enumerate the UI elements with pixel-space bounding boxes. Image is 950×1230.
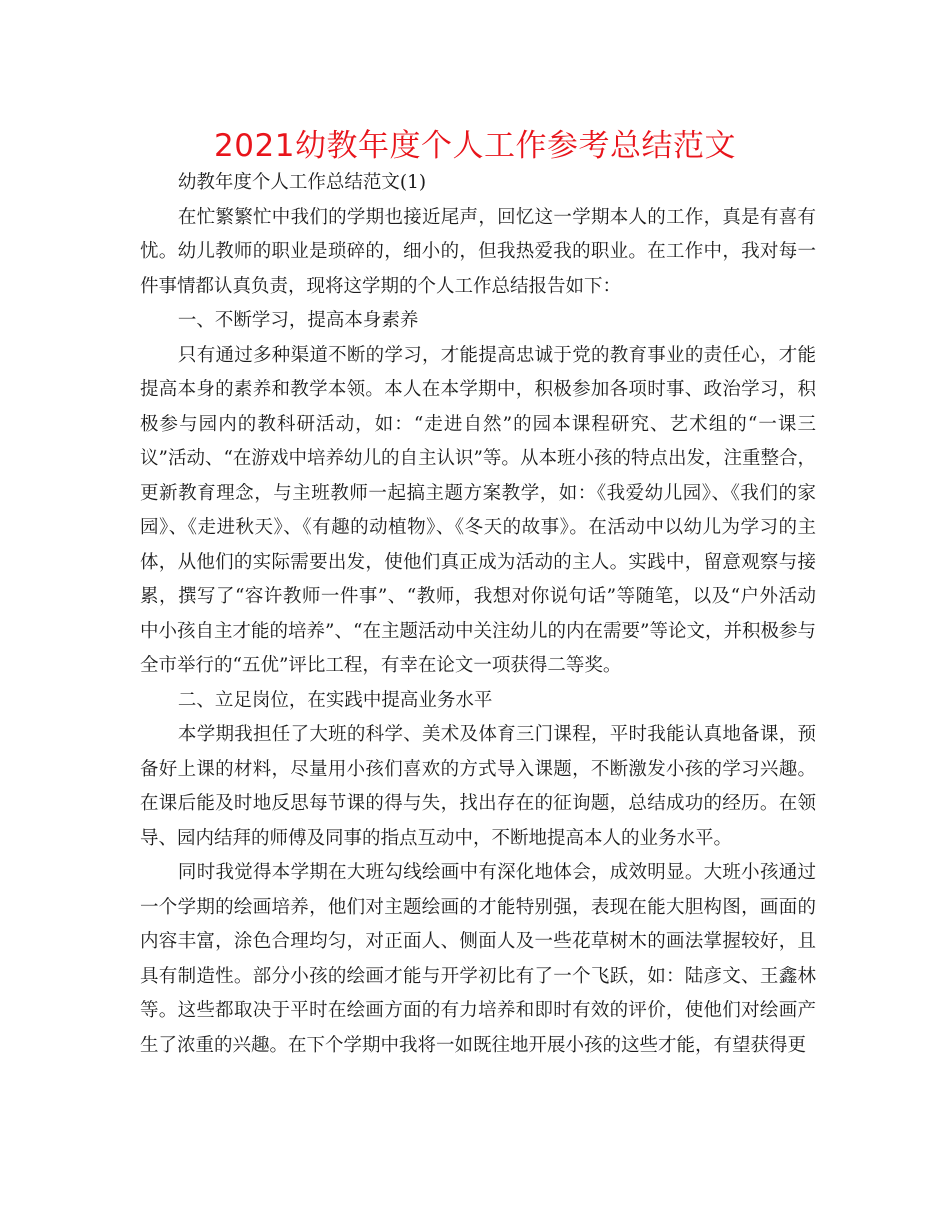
intro-paragraph: 在忙繁繁忙中我们的学期也接近尾声，回忆这一学期本人的工作，真是有喜有忧。幼儿教师的职业是琐碎的，细小的，但我热爱我的职业。在工作中，我对每一件事情都认真负责，现将这学期的个人工作总结报告如下： (140, 206, 816, 297)
section-heading-1: 一、不断学习，提高本身素养 (177, 310, 419, 331)
section-1-paragraph: 只有通过多种渠道不断的学习，才能提高忠诚于党的教育事业的责任心，才能提高本身的素养和教学本领。本人在本学期中，积极参加各项时事、政治学习，积极参与园内的教科研活动，如：“走进自然”的园本课程研究、艺术组的“一课三议”活动、“在游戏中培养幼儿的自主认识”等。从本班小孩的特点出发，注重整合，更新教育理念，与主班教师一起搞主题方案教学，如：《我爱幼儿园》、《我们的家园》、《走进秋天》、《有趣的动植物》、《冬天的故事》。在活动中以幼儿为学习的主体，从他们的实际需要出发，使他们真正成为活动的主人。实践中，留意观察与接累，撰写了“容许教师一件事”、“教师，我想对你说句话”等随笔，以及“户外活动中小孩自主才能的培养”、“在主题活动中关注幼儿的内在需要”等论文，并积极参与全市举行的“五优”评比工程，有幸在论文一项获得二等奖。 (140, 344, 816, 676)
section-2-paragraph-2: 同时我觉得本学期在大班勾线绘画中有深化地体会，成效明显。大班小孩通过一个学期的绘画培养，他们对主题绘画的才能特别强，表现在能大胆构图，画面的内容丰富，涂色合理均匀，对正面人、侧面人及一些花草树木的画法掌握较好，且具有制造性。部分小孩的绘画才能与开学初比有了一个飞跃，如：陆彦文、王鑫林等。这些都取决于平时在绘画方面的有力培养和即时有效的评价，使他们对绘画产生了浓重的兴趣。在下个学期中我将一如既往地开展小孩的这些才能，有望获得更 (140, 862, 816, 1056)
subtitle-paragraph: 幼教年度个人工作总结范文(1) (177, 172, 427, 193)
document-title: 2021幼教年度个人工作参考总结范文 (214, 128, 736, 164)
document-body (140, 166, 816, 1063)
section-2-paragraph-1: 本学期我担任了大班的科学、美术及体育三门课程，平时我能认真地备课，预备好上课的材料，尽量用小孩们喜欢的方式导入课题，不断激发小孩的学习兴趣。在课后能及时地反思每节课的得与失，找出存在的征询题，总结成功的经历。在领导、园内结拜的师傅及同事的指点互动中，不断地提高本人的业务水平。 (140, 724, 816, 849)
section-heading-2: 二、立足岗位，在实践中提高业务水平 (177, 689, 493, 711)
